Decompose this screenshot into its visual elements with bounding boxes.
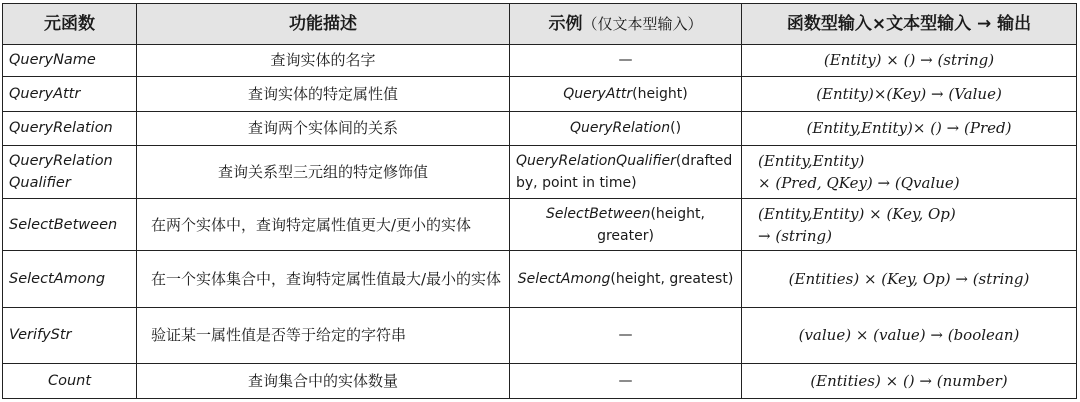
example-args: — xyxy=(618,52,633,69)
example-args: (drafted by, point in time) xyxy=(516,152,733,191)
header-example xyxy=(510,4,742,45)
example-fn: SelectBetween xyxy=(546,205,651,222)
signature-line-2: × (Pred, QKey) → (Qvalue) xyxy=(758,173,960,192)
function-description: 查询实体的特定属性值 xyxy=(137,76,510,111)
header-signature: 函数型输入×文本型输入 → 输出 xyxy=(742,4,1077,45)
example-fn: QueryRelation xyxy=(569,120,671,137)
function-signature: (Entity) × () → (string) xyxy=(742,45,1077,77)
function-example xyxy=(510,45,742,77)
table-row xyxy=(3,145,1077,198)
function-name: QueryRelation xyxy=(3,111,137,145)
signature-line-1: (Entity,Entity) xyxy=(758,151,865,170)
example-fn: QueryRelationQualifier xyxy=(516,152,676,169)
function-example xyxy=(510,364,742,399)
example-fn: SelectAmong xyxy=(517,270,611,287)
header-example-sub: （仅文本型输入） xyxy=(582,15,703,33)
function-name: SelectBetween xyxy=(3,198,137,250)
example-fn: QueryAttr xyxy=(563,85,633,102)
function-description: 查询集合中的实体数量 xyxy=(137,364,510,399)
meta-function-table xyxy=(2,3,1077,399)
function-signature xyxy=(742,145,1077,198)
example-args: (height) xyxy=(632,85,688,102)
function-signature: (Entities) × () → (number) xyxy=(742,364,1077,399)
table-row xyxy=(3,364,1077,399)
function-example xyxy=(510,76,742,111)
function-example xyxy=(510,307,742,363)
example-args: (height, greatest) xyxy=(610,270,734,287)
signature-line-1: (Entity,Entity) × (Key, Op) xyxy=(758,204,956,223)
header-row xyxy=(3,4,1077,45)
function-name: QueryAttr xyxy=(3,76,137,111)
function-signature: (value) × (value) → (boolean) xyxy=(742,307,1077,363)
table-row xyxy=(3,76,1077,111)
signature-line-2: → (string) xyxy=(758,226,832,245)
function-signature: (Entity)×(Key) → (Value) xyxy=(742,76,1077,111)
function-signature: (Entity,Entity)× () → (Pred) xyxy=(742,111,1077,145)
function-example xyxy=(510,111,742,145)
function-name: SelectAmong xyxy=(3,251,137,307)
function-example xyxy=(510,251,742,307)
example-args: (height, greater) xyxy=(597,205,705,244)
function-name: QueryName xyxy=(3,45,137,77)
table-row xyxy=(3,111,1077,145)
table-row xyxy=(3,251,1077,307)
function-signature xyxy=(742,198,1077,250)
function-example xyxy=(510,145,742,198)
example-args: — xyxy=(618,373,633,390)
function-description: 查询关系型三元组的特定修饰值 xyxy=(137,145,510,198)
header-description: 功能描述 xyxy=(137,4,510,45)
example-args: — xyxy=(618,327,633,344)
table-row xyxy=(3,307,1077,363)
function-name: Count xyxy=(3,364,137,399)
function-description: 查询实体的名字 xyxy=(137,45,510,77)
function-signature: (Entities) × (Key, Op) → (string) xyxy=(742,251,1077,307)
table-row xyxy=(3,198,1077,250)
function-description: 在一个实体集合中，查询特定属性值最大/最小的实体 xyxy=(137,251,510,307)
function-example xyxy=(510,198,742,250)
example-args: () xyxy=(670,120,682,137)
function-name: VerifyStr xyxy=(3,307,137,363)
function-description: 查询两个实体间的关系 xyxy=(137,111,510,145)
table-row xyxy=(3,45,1077,77)
function-name: QueryRelation Qualifier xyxy=(3,145,137,198)
header-example-main: 示例 xyxy=(548,14,583,34)
function-description: 验证某一属性值是否等于给定的字符串 xyxy=(137,307,510,363)
function-description: 在两个实体中，查询特定属性值更大/更小的实体 xyxy=(137,198,510,250)
header-meta-function: 元函数 xyxy=(3,4,137,45)
